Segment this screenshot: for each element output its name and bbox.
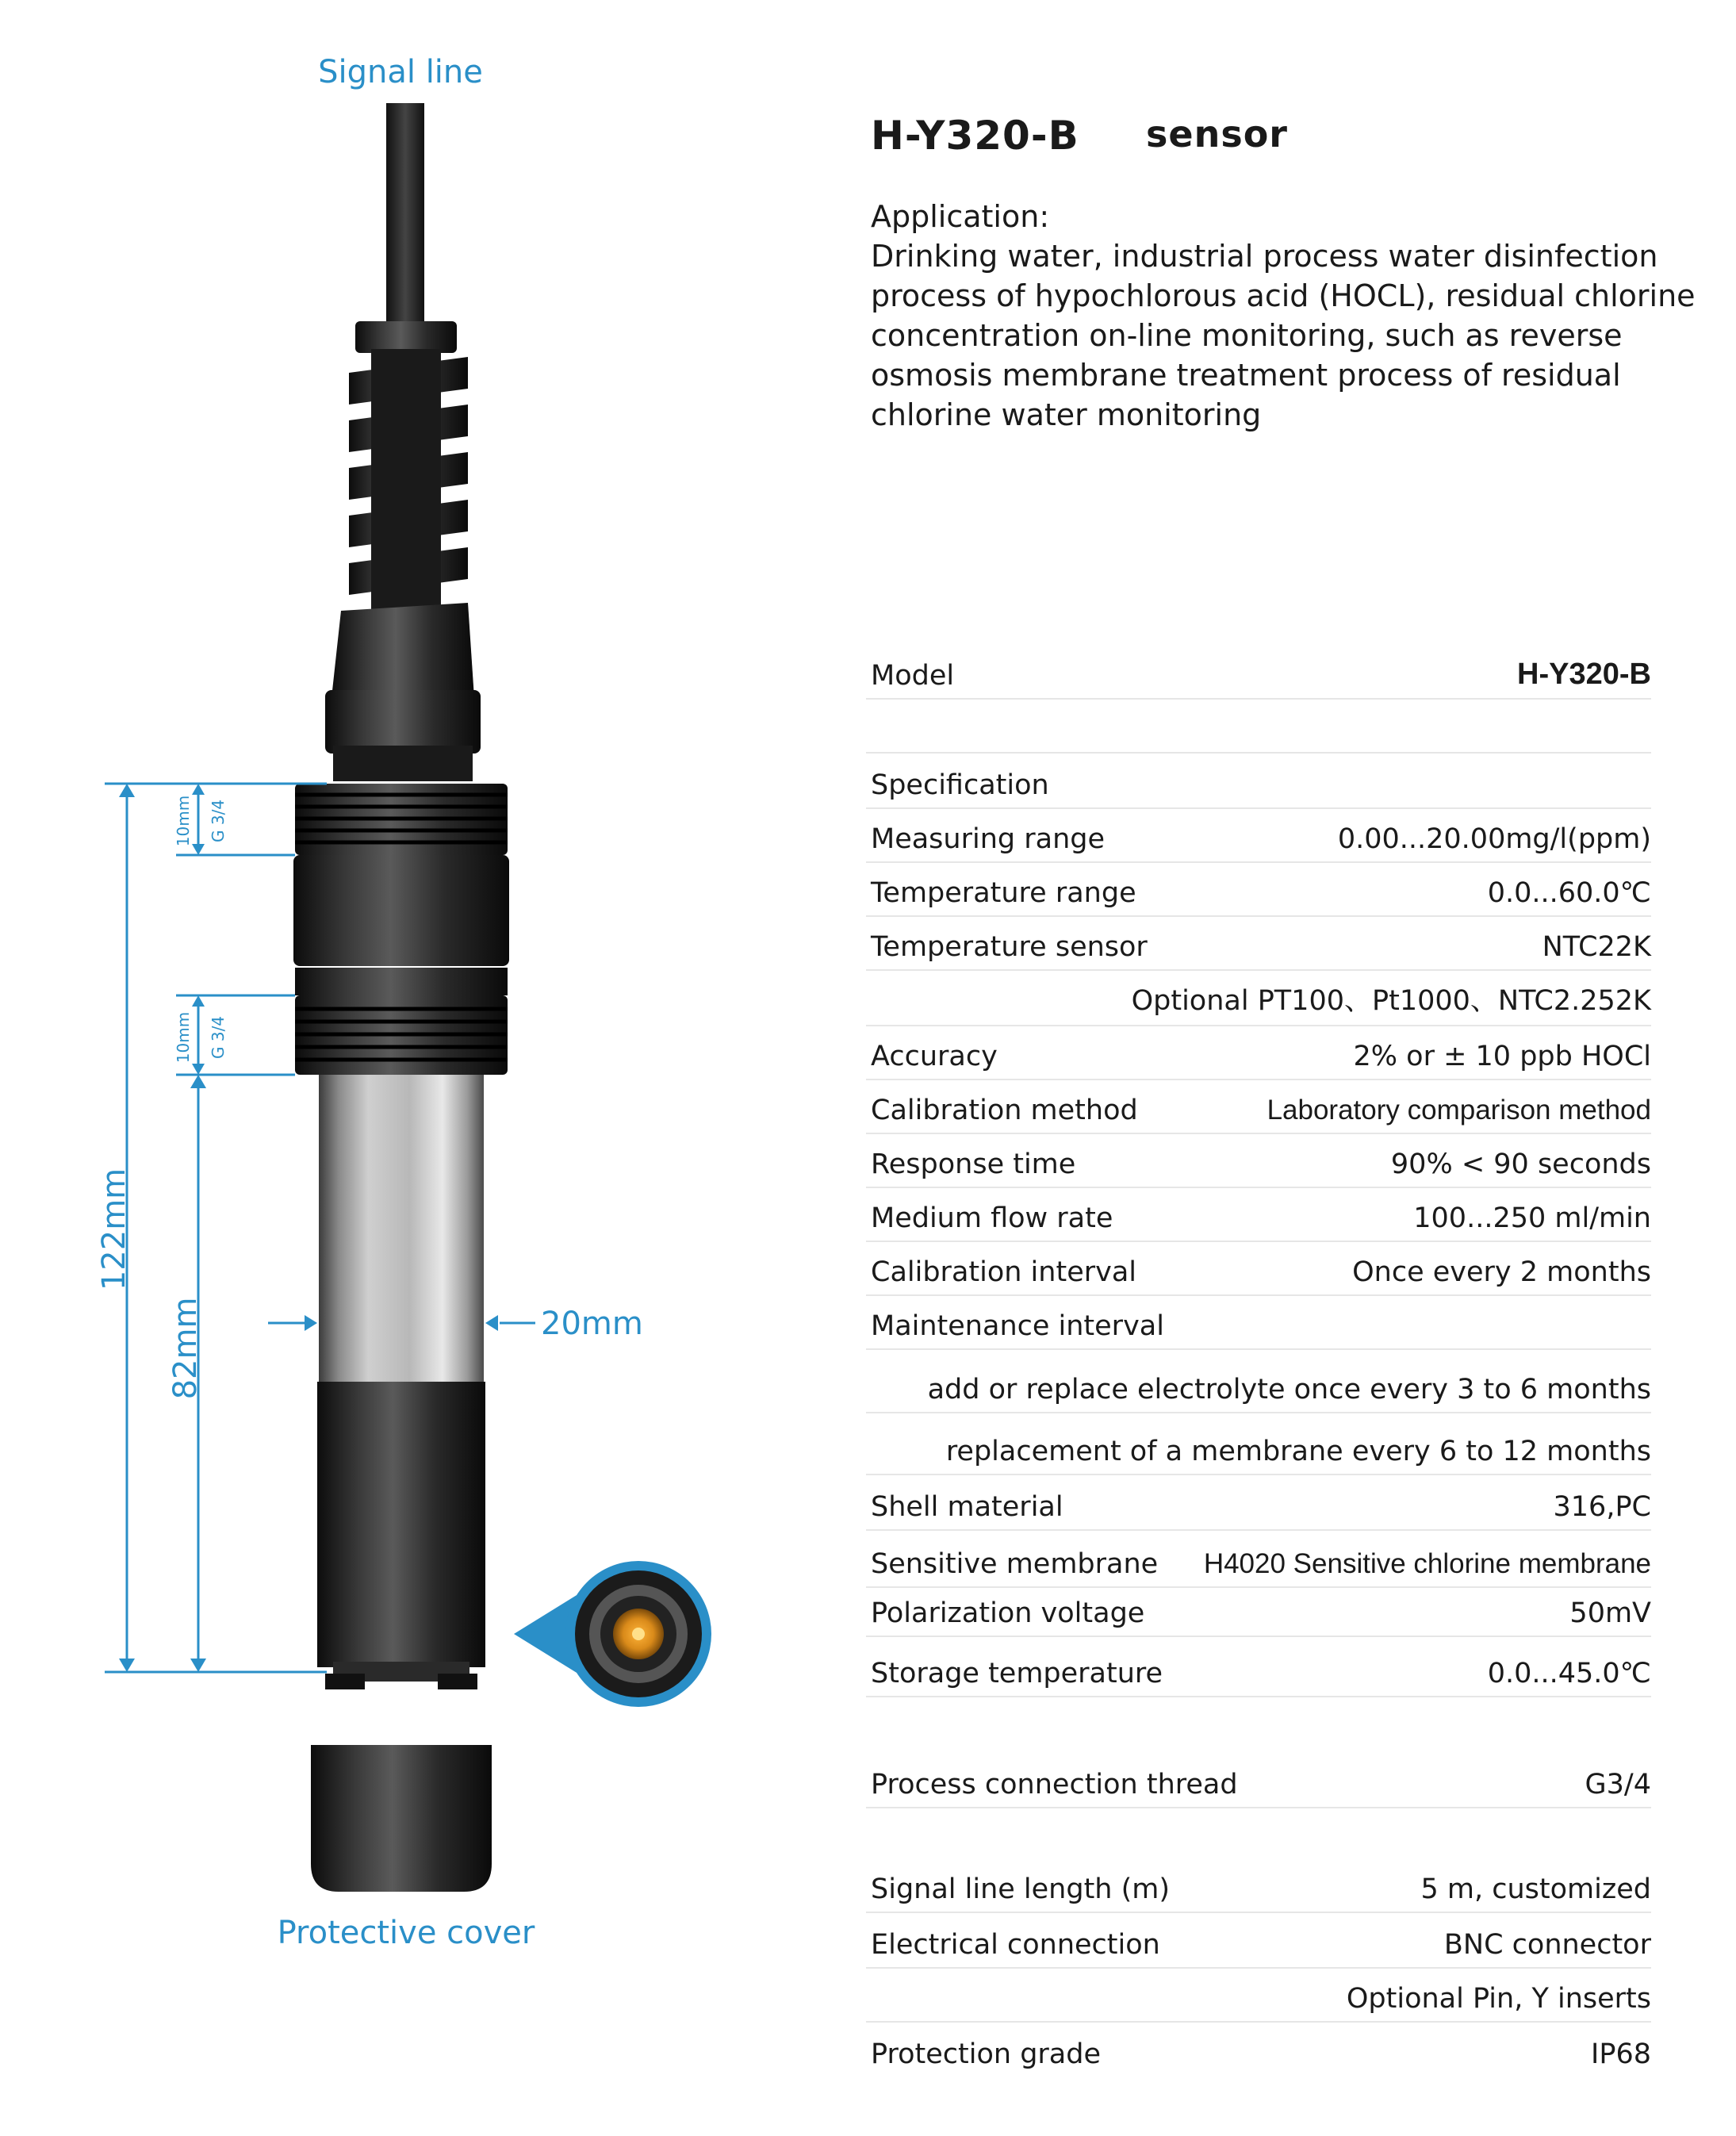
spec-value: Optional Pin, Y inserts bbox=[1346, 1983, 1651, 2015]
spec-row bbox=[866, 1426, 1651, 1475]
spec-value: Optional PT100、Pt1000、NTC2.252K bbox=[1131, 985, 1651, 1017]
spec-row bbox=[866, 1193, 1651, 1242]
spec-label: Process connection thread bbox=[871, 1769, 1238, 1800]
strain-relief bbox=[349, 321, 468, 611]
sensor-diagram bbox=[0, 0, 833, 2136]
spec-row bbox=[866, 1588, 1651, 1637]
spec-row bbox=[866, 1973, 1651, 2023]
gland-cone bbox=[331, 603, 474, 698]
application-line: concentration on-line monitoring, such as reverse bbox=[871, 318, 1623, 353]
spec-label: Storage temperature bbox=[871, 1658, 1163, 1689]
spec-row bbox=[866, 868, 1651, 917]
application-line: Drinking water, industrial process water disinfection bbox=[871, 239, 1658, 274]
spec-value: 50mV bbox=[1569, 1597, 1651, 1629]
spec-label: Polarization voltage bbox=[871, 1597, 1145, 1629]
steel-body bbox=[319, 1075, 484, 1384]
spec-row bbox=[866, 1139, 1651, 1188]
lower-body bbox=[317, 1382, 485, 1667]
spec-label: Model bbox=[871, 660, 955, 692]
application-heading: Application: bbox=[871, 199, 1050, 234]
hex-body bbox=[293, 855, 509, 966]
spec-row bbox=[866, 922, 1651, 971]
spec-label: Measuring range bbox=[871, 823, 1106, 855]
signal-line-label: Signal line bbox=[318, 54, 483, 90]
spec-row bbox=[866, 1648, 1651, 1697]
spec-label: Electrical connection bbox=[871, 1929, 1160, 1961]
spec-value: H4020 Sensitive chlorine membrane bbox=[1203, 1548, 1651, 1579]
spec-value: 90% < 90 seconds bbox=[1390, 1149, 1651, 1180]
spec-value: 316,PC bbox=[1553, 1491, 1651, 1523]
application-line: process of hypochlorous acid (HOCL), residual chlorine bbox=[871, 278, 1696, 313]
spec-value: Once every 2 months bbox=[1352, 1256, 1651, 1288]
spec-row bbox=[866, 650, 1651, 700]
spec-row bbox=[866, 1759, 1651, 1808]
spec-label: Shell material bbox=[871, 1491, 1063, 1523]
dim-total-label: 122mm bbox=[96, 1168, 132, 1291]
application-section bbox=[871, 197, 1735, 435]
product-model-title: H-Y320-B bbox=[871, 113, 1079, 159]
spec-label: Specification bbox=[871, 769, 1049, 801]
spec-label: Temperature range bbox=[871, 877, 1136, 909]
lower-thread bbox=[295, 995, 508, 1075]
spec-label: Sensitive membrane bbox=[871, 1548, 1159, 1580]
spec-value: NTC22K bbox=[1542, 931, 1651, 963]
spec-value: IP68 bbox=[1591, 2038, 1651, 2070]
spec-value: G3/4 bbox=[1585, 1769, 1651, 1800]
spec-row bbox=[866, 1539, 1651, 1588]
spec-value: BNC connector bbox=[1443, 1929, 1651, 1961]
spec-label: Protection grade bbox=[871, 2038, 1101, 2070]
spec-row bbox=[866, 814, 1651, 863]
spec-value: H-Y320-B bbox=[1517, 658, 1651, 691]
spec-label: Calibration interval bbox=[871, 1256, 1136, 1288]
spec-row bbox=[866, 1031, 1651, 1080]
spec-row bbox=[866, 1247, 1651, 1296]
spec-label: Accuracy bbox=[871, 1041, 998, 1072]
protective-cover-label: Protective cover bbox=[277, 1915, 535, 1951]
spec-label: Signal line length (m) bbox=[871, 1873, 1171, 1905]
dim-thread-top-len: 10mm bbox=[174, 795, 193, 847]
spec-row bbox=[866, 760, 1651, 809]
spec-value: 2% or ± 10 ppb HOCl bbox=[1353, 1041, 1651, 1072]
dim-diameter-label: 20mm bbox=[541, 1306, 643, 1342]
dim-body-label: 82mm bbox=[167, 1297, 204, 1400]
spec-row bbox=[866, 1301, 1651, 1350]
spec-value: replacement of a membrane every 6 to 12 months bbox=[945, 1436, 1651, 1467]
signal-cable bbox=[386, 103, 424, 333]
spec-label: Temperature sensor bbox=[871, 931, 1148, 963]
spec-value: add or replace electrolyte once every 3 to 6 months bbox=[927, 1374, 1651, 1405]
spec-label: Calibration method bbox=[871, 1095, 1138, 1126]
spec-value: 0.00...20.00mg/l(ppm) bbox=[1337, 823, 1651, 855]
spec-value: 100...250 ml/min bbox=[1413, 1202, 1651, 1234]
spec-row bbox=[866, 977, 1651, 1026]
spec-row bbox=[866, 1364, 1651, 1413]
application-line: osmosis membrane treatment process of residual bbox=[871, 358, 1621, 393]
spec-value: 5 m, customized bbox=[1420, 1873, 1651, 1905]
spec-row bbox=[866, 1085, 1651, 1134]
application-line: chlorine water monitoring bbox=[871, 397, 1262, 432]
spec-row-spacer bbox=[866, 704, 1651, 754]
dim-thread-bot-len: 10mm bbox=[174, 1011, 193, 1064]
spec-row bbox=[866, 1482, 1651, 1531]
spec-row bbox=[866, 1864, 1651, 1913]
spec-value: 0.0...60.0℃ bbox=[1487, 877, 1651, 909]
spec-value: Laboratory comparison method bbox=[1267, 1095, 1651, 1126]
spec-row bbox=[866, 2029, 1651, 2077]
product-title-word: sensor bbox=[1146, 113, 1288, 155]
spec-label: Maintenance interval bbox=[871, 1310, 1164, 1342]
gland-nut bbox=[325, 690, 481, 754]
dim-thread-top-type: G 3/4 bbox=[209, 799, 228, 843]
upper-thread bbox=[295, 784, 508, 855]
protective-cover-shape bbox=[311, 1745, 492, 1892]
spec-value: 0.0...45.0℃ bbox=[1487, 1658, 1651, 1689]
dim-thread-bot-type: G 3/4 bbox=[209, 1015, 228, 1060]
spec-row bbox=[866, 1919, 1651, 1969]
spec-label: Response time bbox=[871, 1149, 1076, 1180]
spec-label: Medium flow rate bbox=[871, 1202, 1113, 1234]
